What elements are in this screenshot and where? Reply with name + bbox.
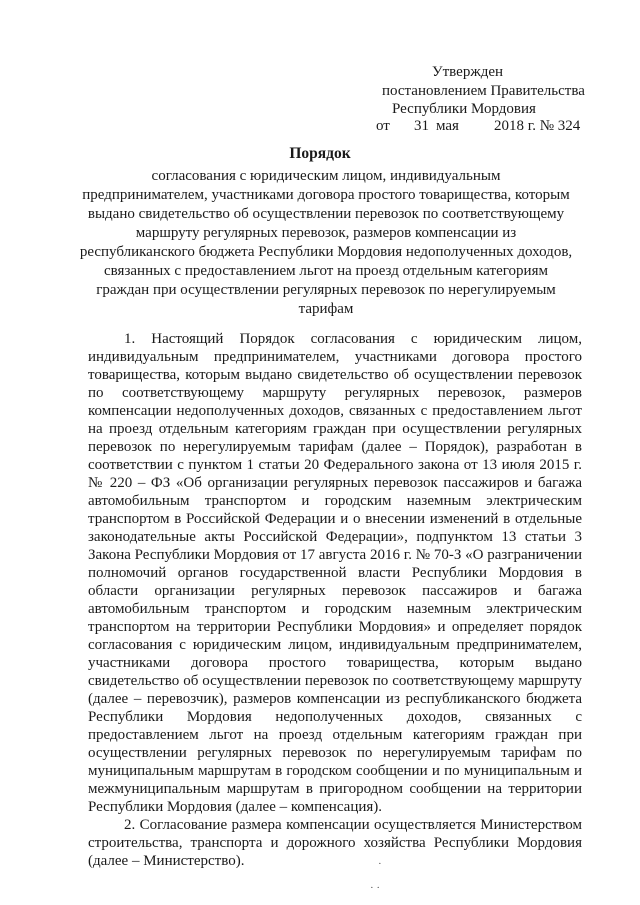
- body-line: перевозок по нерегулируемым тарифам (далее – Порядок), разработан в: [88, 439, 582, 455]
- body-line: товарищества, которым выдано свидетельство об осуществлении перевозок: [88, 367, 582, 383]
- subtitle-line: тарифам: [298, 301, 354, 317]
- body-line: полномочий органов государственной власти Республики Мордовия в: [88, 565, 582, 581]
- body-line: транспортом на территории Республики Мордовия» и определяет порядок: [88, 619, 582, 635]
- body-line: транспортом в Российской Федерации и о внесении изменений в отдельные: [88, 511, 582, 527]
- body-line: согласования с юридическим лицом, индивидуальным предпринимателем,: [88, 637, 582, 653]
- approval-day: 31: [414, 118, 429, 134]
- approval-by-line-1: постановлением Правительства: [382, 83, 585, 99]
- subtitle-line: согласования с юридическим лицом, индивидуальным: [151, 168, 501, 184]
- body-line: автомобильным транспортом и городским наземным электрическим: [88, 601, 582, 617]
- body-line: законодательные акты Российской Федерации», подпунктом 13 статьи 3: [88, 529, 582, 545]
- body-line: по соответствующему маршруту регулярных перевозок, размеров: [88, 385, 582, 401]
- subtitle-line: выдано свидетельство об осуществлении перевозок по соответствующему: [87, 206, 565, 222]
- body-line: № 220 – ФЗ «Об организации регулярных перевозок пассажиров и багажа: [88, 475, 582, 491]
- body-line: области организации регулярных перевозок пассажиров и багажа: [88, 583, 582, 599]
- subtitle-line: предпринимателем, участниками договора простого товарищества, которым: [82, 187, 570, 203]
- body-line: на проезд отдельным категориям граждан при осуществлении регулярных: [88, 421, 582, 437]
- body-line: свидетельство об осуществлении перевозок по соответствующему маршруту: [88, 673, 582, 689]
- approval-from-label: от: [376, 118, 390, 134]
- scan-mark: · ·: [370, 882, 381, 894]
- body-line: компенсации недополученных доходов, связанных с предоставлением льгот: [88, 403, 582, 419]
- body-line: 1. Настоящий Порядок согласования с юридическим лицом,: [124, 331, 582, 347]
- body-line: (далее – Министерство).: [88, 853, 245, 869]
- body-line: Республики Мордовия недополученных доходов, связанных с: [88, 709, 582, 725]
- body-line: предоставлением льгот на проезд отдельным категориям граждан при: [88, 727, 582, 743]
- body-line: Закона Республики Мордовия от 17 августа 2016 г. № 70-З «О разграничении: [88, 547, 582, 563]
- body-line: межмуниципальным маршрутам в пригородном сообщении на территории: [88, 781, 582, 797]
- body-line: муниципальным маршрутам в городском сообщении и по муниципальным и: [88, 763, 582, 779]
- approval-year-number: 2018 г. № 324: [494, 118, 581, 134]
- body-line: Республики Мордовия (далее – компенсация).: [88, 799, 383, 815]
- body-line: соответствии с пунктом 1 статьи 20 Федерального закона от 13 июля 2015 г.: [88, 457, 582, 473]
- body-line: осуществлении регулярных перевозок по нерегулируемым тарифам по: [88, 745, 582, 761]
- body-line: строительства, транспорта и дорожного хозяйства Республики Мордовия: [88, 835, 582, 851]
- approval-heading: Утвержден: [432, 64, 504, 80]
- scan-mark: ·: [378, 858, 382, 870]
- body-line: автомобильным транспортом и городским наземным электрическим: [88, 493, 582, 509]
- subtitle-line: связанных с предоставлением льгот на проезд отдельным категориям: [104, 263, 548, 279]
- subtitle-line: маршруту регулярных перевозок, размеров компенсации из: [135, 225, 517, 241]
- body-line: участниками договора простого товарищества, которым выдано: [88, 655, 582, 671]
- body-line: индивидуальным предпринимателем, участниками договора простого: [88, 349, 582, 365]
- approval-month: мая: [436, 118, 459, 134]
- body-line: 2. Согласование размера компенсации осуществляется Министерством: [124, 817, 582, 833]
- page-title: Порядок: [289, 145, 351, 162]
- body-line: (далее – перевозчик), размеров компенсации из республиканского бюджета: [88, 691, 582, 707]
- subtitle-line: граждан при осуществлении регулярных перевозок по нерегулируемым: [96, 282, 556, 298]
- subtitle-line: республиканского бюджета Республики Мордовия недополученных доходов,: [79, 244, 573, 260]
- approval-by-line-2: Республики Мордовия: [392, 101, 536, 117]
